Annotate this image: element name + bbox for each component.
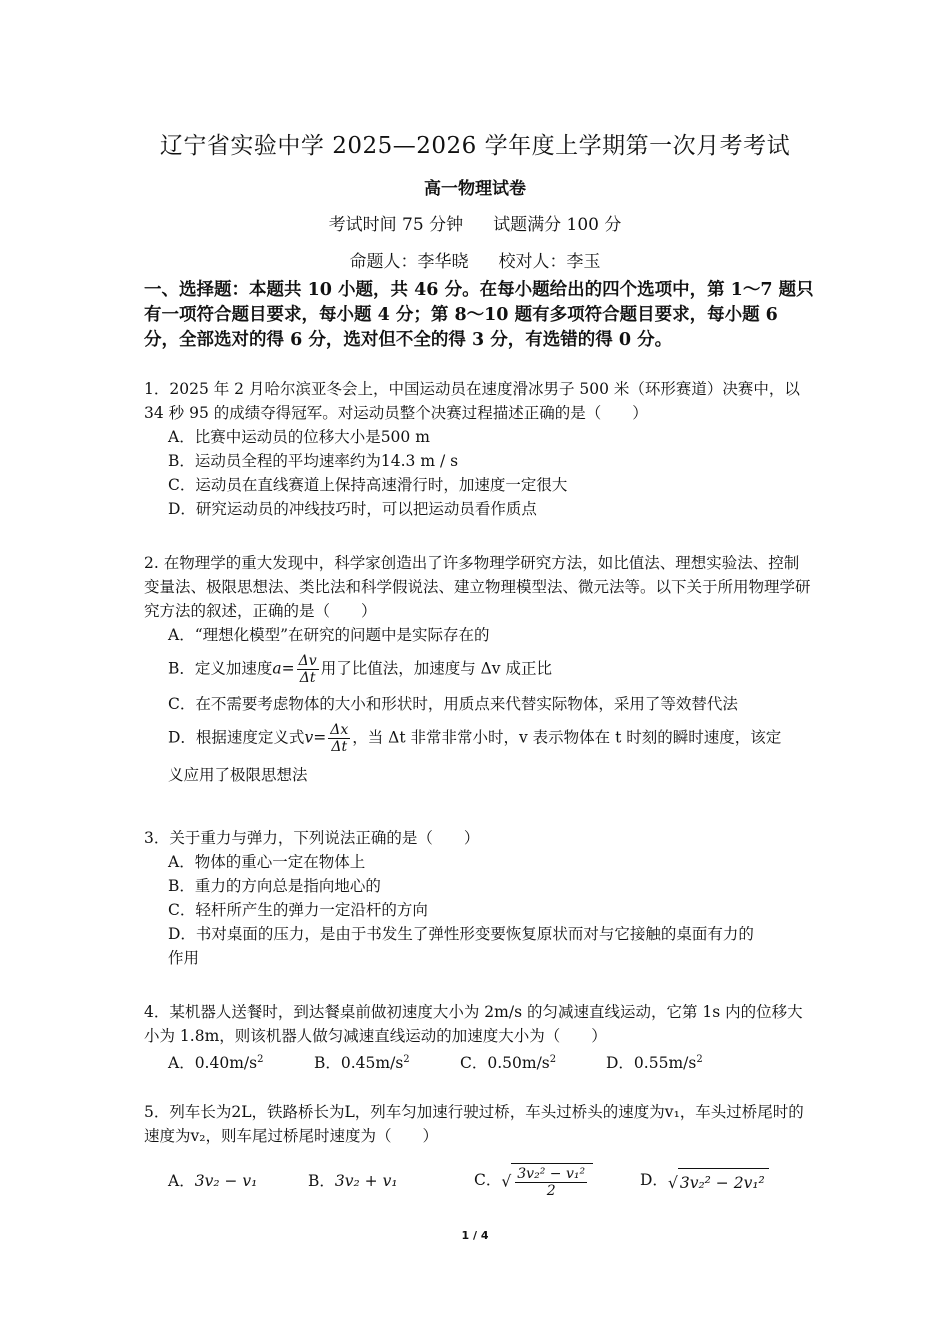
option-b-pre: B．定义加速度 <box>168 659 273 678</box>
fraction-denominator: 2 <box>546 1183 556 1199</box>
option-a <box>168 1169 308 1193</box>
option-b-label: B． <box>308 1172 335 1190</box>
option-a: A．“理想化模型”在研究的问题中是实际存在的 <box>168 626 490 644</box>
question-3 <box>144 826 814 970</box>
option-d-text: D．0.55m/s <box>606 1054 697 1073</box>
question-5-options <box>144 1163 814 1199</box>
option-d <box>640 1168 769 1195</box>
option-b <box>314 1048 460 1075</box>
exam-checker: 校对人：李玉 <box>498 252 601 272</box>
option-c: C．在不需要考虑物体的大小和形状时，用质点来代替实际物体，采用了等效替代法 <box>168 695 738 713</box>
option-d-pre: D．根据速度定义式 <box>168 728 305 747</box>
fraction-dx-dt <box>328 722 350 755</box>
option-d-label: D． <box>640 1171 668 1189</box>
exam-score: 试题满分 100 分 <box>493 215 622 235</box>
option-a-text: A．0.40m/s <box>168 1054 258 1073</box>
option-b-text: B．0.45m/s <box>314 1054 404 1073</box>
fraction-numerator: Δv <box>298 653 317 669</box>
formula-v-symbol: v <box>304 728 314 747</box>
question-4 <box>144 1000 814 1075</box>
section-heading: 一、选择题：本题共 10 小题，共 46 分。在每小题给出的四个选项中，第 1～7 题只有一项符合题目要求，每小题 4 分；第 8～10 题有多项符合题目要求，每小题 6 分，全部选对的得 6 分，选对但不全的得 3 分，有选错的得 0 分。 <box>144 280 814 350</box>
question-5 <box>144 1100 814 1148</box>
fraction-denominator: Δt <box>331 739 348 755</box>
exam-time: 考试时间 75 分钟 <box>328 215 464 235</box>
exponent: 2 <box>696 1054 703 1065</box>
question-2 <box>144 551 814 787</box>
option-d <box>144 722 814 755</box>
option-c <box>474 1163 640 1199</box>
exam-author: 命题人：李华晓 <box>349 252 469 272</box>
question-stem: 3．关于重力与弹力，下列说法正确的是（ ） <box>144 829 480 847</box>
question-stem: 1．2025 年 2 月哈尔滨亚冬会上，中国运动员在速度滑冰男子 500 米（环形赛道）决赛中，以 34 秒 95 的成绩夺得冠军。对运动员整个决赛过程描述正确的是（ ） <box>144 380 800 422</box>
option-a <box>168 1048 314 1075</box>
question-1 <box>144 377 814 521</box>
page-title: 辽宁省实验中学 2025—2026 学年度上学期第一次月考考试 <box>159 133 791 159</box>
option-a-formula: 3v₂ − v₁ <box>194 1172 258 1190</box>
option-d-continued: 义应用了极限思想法 <box>168 766 308 784</box>
formula-a-symbol: a <box>272 659 282 678</box>
option-d-post: ，当 Δt 非常非常小时，v 表示物体在 t 时刻的瞬时速度，该定 <box>352 728 782 747</box>
option-d: D．研究运动员的冲线技巧时，可以把运动员看作质点 <box>168 500 537 518</box>
radicand: 3v₂² − 2v₁² <box>678 1168 769 1195</box>
exam-info <box>0 210 950 235</box>
option-d: D．书对桌面的压力，是由于书发生了弹性形变要恢复原状而对与它接触的桌面有力的 <box>168 925 754 943</box>
option-a-label: A． <box>168 1172 195 1190</box>
question-stem: 4．某机器人送餐时，到达餐桌前做初速度大小为 2m/s 的匀减速直线运动，它第 1s 内的位移大小为 1.8m，则该机器人做匀减速直线运动的加速度大小为（ ） <box>144 1003 803 1045</box>
page-subtitle: 高一物理试卷 <box>424 179 526 199</box>
exponent: 2 <box>403 1054 410 1065</box>
fraction-numerator: 3v₂² − v₁² <box>517 1166 586 1182</box>
option-c-label: C． <box>474 1171 502 1189</box>
option-c <box>460 1048 606 1075</box>
fraction-numerator: Δx <box>330 722 349 738</box>
sqrt-formula: √ $\frac{\text{3v₂² − v₁²}}{2}$ <box>501 1163 593 1199</box>
question-stem: 5．列车长为2L，铁路桥长为L，列车匀加速行驶过桥，车头过桥头的速度为v₁，车头过桥尾时的速度为v₂，则车尾过桥尾时速度为（ ） <box>144 1103 804 1145</box>
fraction <box>515 1166 587 1199</box>
options-row <box>144 1048 814 1075</box>
options-row <box>144 1163 814 1199</box>
exam-staff <box>0 247 950 272</box>
formula-equals: = <box>313 728 327 747</box>
option-a: A．物体的重心一定在物体上 <box>168 853 366 871</box>
page-number: 1 / 4 <box>461 1229 489 1242</box>
formula-equals: = <box>281 659 295 678</box>
option-c: C．轻杆所产生的弹力一定沿杆的方向 <box>168 901 428 919</box>
fraction-denominator: Δt <box>299 670 316 686</box>
fraction-dv-dt <box>297 653 319 686</box>
exponent: 2 <box>549 1054 557 1065</box>
option-a: A．比赛中运动员的位移大小是500 m <box>168 428 430 446</box>
option-b: B．重力的方向总是指向地心的 <box>168 877 381 895</box>
question-stem: 2. 在物理学的重大发现中，科学家创造出了许多物理学研究方法，如比值法、理想实验法、控制变量法、极限思想法、类比法和科学假说法、建立物理模型法、微元法等。以下关于所用物理学研究方法的叙述，正确的是（ ） <box>144 554 811 620</box>
option-b <box>144 653 814 686</box>
option-b <box>308 1169 474 1193</box>
option-c: C．运动员在直线赛道上保持高速滑行时，加速度一定很大 <box>168 476 568 494</box>
option-b-post: 用了比值法，加速度与 Δv 成正比 <box>320 659 552 678</box>
option-d-continued: 作用 <box>168 949 200 967</box>
option-d <box>606 1048 703 1075</box>
option-b-formula: 3v₂ + v₁ <box>334 1172 398 1190</box>
exponent: 2 <box>257 1054 264 1065</box>
option-b: B．运动员全程的平均速率约为14.3 m / s <box>168 452 459 470</box>
sqrt-formula: √ 3v₂² − 2v₁² <box>668 1168 769 1195</box>
option-c-text: C．0.50m/s <box>460 1054 550 1073</box>
